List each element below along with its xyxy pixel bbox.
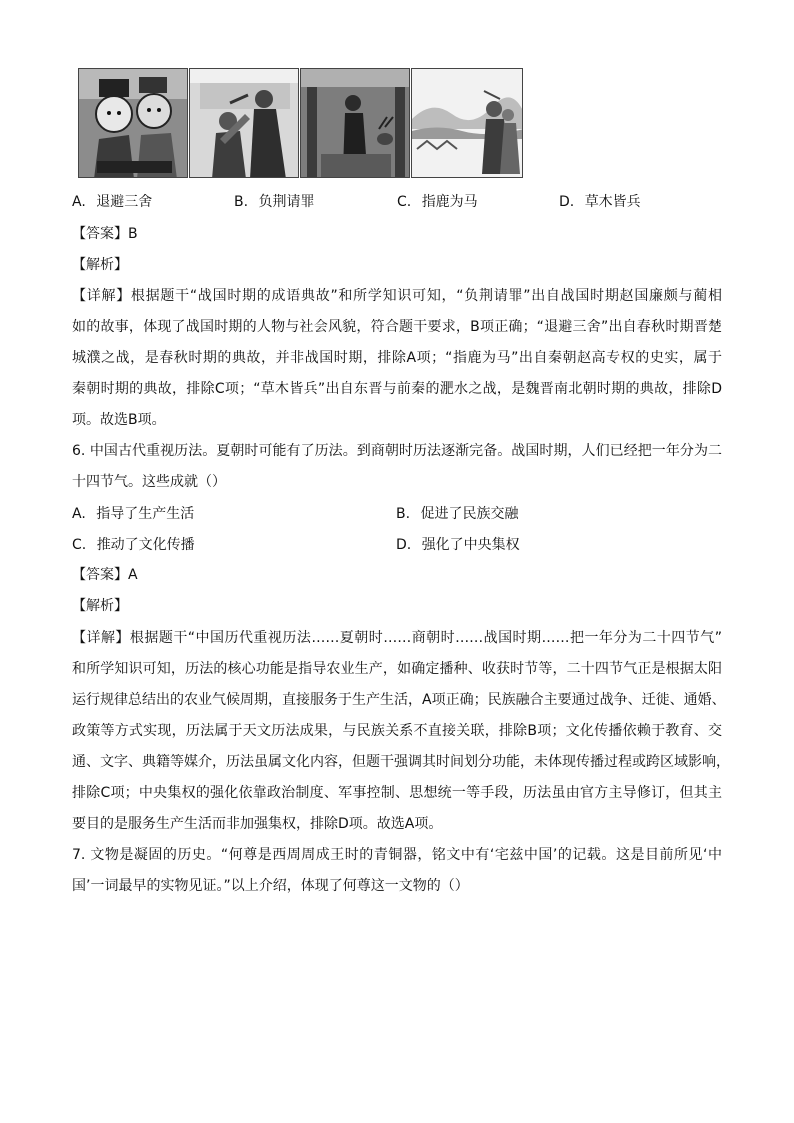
option-letter: D. <box>559 194 575 210</box>
option-letter: B. <box>396 506 411 522</box>
q5-detail-line: 秦朝时期的典故，排除C项；“草木皆兵”出自东晋与前秦的淝水之战，是魏晋南北朝时期的典故，排除D <box>72 381 722 397</box>
option-text: 草木皆兵 <box>584 194 641 210</box>
q6-detail-line: 政策等方式实现，历法属于天文历法成果，与民族关系不直接关联，排除B项；文化传播依赖于教育、交 <box>72 723 722 739</box>
option-letter: B. <box>234 194 249 210</box>
option-text: 负荆请罪 <box>258 194 315 210</box>
option-letter: D. <box>396 537 412 553</box>
q6-option-d[interactable] <box>396 534 520 554</box>
q5-options <box>72 191 732 213</box>
option-letter: A. <box>72 194 86 210</box>
q5-detail-line: 项。故选B项。 <box>72 412 166 428</box>
q6-option-a[interactable] <box>72 503 194 523</box>
option-letter: C. <box>397 194 412 210</box>
option-text: 指导了生产生活 <box>96 506 195 522</box>
q6-detail-line: 排除C项；中央集权的强化依靠政治制度、军事控制、思想统一等手段，历法虽由官方主导修订，但其主 <box>72 785 722 801</box>
q6-analysis-label: 【解析】 <box>72 598 128 614</box>
option-letter: C. <box>72 537 87 553</box>
q6-detail-line: 通、文字、典籍等媒介，历法虽属文化内容，但题干强调其时间划分功能，未体现传播过程或跨区域影响， <box>72 754 730 770</box>
q5-detail-line: 如的故事，体现了战国时期的人物与社会风貌，符合题干要求，B项正确；“退避三舍”出自春秋时期晋楚 <box>72 319 722 335</box>
q6-answer: 【答案】A <box>72 567 138 583</box>
option-text: 强化了中央集权 <box>421 537 520 553</box>
q7-stem-line: 国’一词最早的实物见证。”以上介绍，体现了何尊这一文物的（） <box>72 878 469 894</box>
option-text: 退避三舍 <box>96 194 153 210</box>
q6-option-c[interactable] <box>72 534 195 554</box>
option-letter: A. <box>72 506 86 522</box>
q6-detail-line: 【详解】根据题干“中国历代重视历法……夏朝时……商朝时……战国时期……把一年分为二十四节气” <box>72 630 722 646</box>
image-b-thorns <box>189 68 299 178</box>
q6-stem-line: 十四节气。这些成就（） <box>72 474 226 490</box>
q5-detail-line: 城濮之战，是春秋时期的典故，并非战国时期，排除A项；“指鹿为马”出自秦朝赵高专权的史实，属于 <box>72 350 722 366</box>
q6-option-b[interactable] <box>396 503 519 523</box>
image-d-grass <box>411 68 523 178</box>
q6-detail-line: 和所学知识可知，历法的核心功能是指导农业生产，如确定播种、收获时节等，二十四节气正是根据太阳 <box>72 661 722 677</box>
q6-stem-line: 6. 中国古代重视历法。夏朝时可能有了历法。到商朝时历法逐渐完备。战国时期，人们已经把一年分为二 <box>72 443 722 459</box>
q5-detail-line: 【详解】根据题干“战国时期的成语典故”和所学知识可知，“负荆请罪”出自战国时期赵国廉颇与蔺相 <box>72 288 722 304</box>
option-text: 指鹿为马 <box>421 194 478 210</box>
q6-detail-line: 运行规律总结出的农业气候周期，直接服务于生产生活，A项正确；民族融合主要通过战争、迁徙、通婚、 <box>72 692 726 708</box>
q7-stem-line: 7. 文物是凝固的历史。“何尊是西周周成王时的青铜器，铭文中有‘宅兹中国’的记载。这是目前所见‘中 <box>72 847 722 863</box>
question-images <box>78 68 524 180</box>
image-a-retreat <box>78 68 188 178</box>
q5-option-c[interactable] <box>397 191 478 211</box>
q5-option-a[interactable] <box>72 191 152 211</box>
option-text: 推动了文化传播 <box>96 537 195 553</box>
image-c-deer <box>300 68 410 178</box>
q5-answer: 【答案】B <box>72 226 138 242</box>
q5-analysis-label: 【解析】 <box>72 257 128 273</box>
q5-option-b[interactable] <box>234 191 315 211</box>
option-text: 促进了民族交融 <box>420 506 519 522</box>
q5-option-d[interactable] <box>559 191 641 211</box>
q6-detail-line: 要目的是服务生产生活而非加强集权，排除D项。故选A项。 <box>72 816 443 832</box>
